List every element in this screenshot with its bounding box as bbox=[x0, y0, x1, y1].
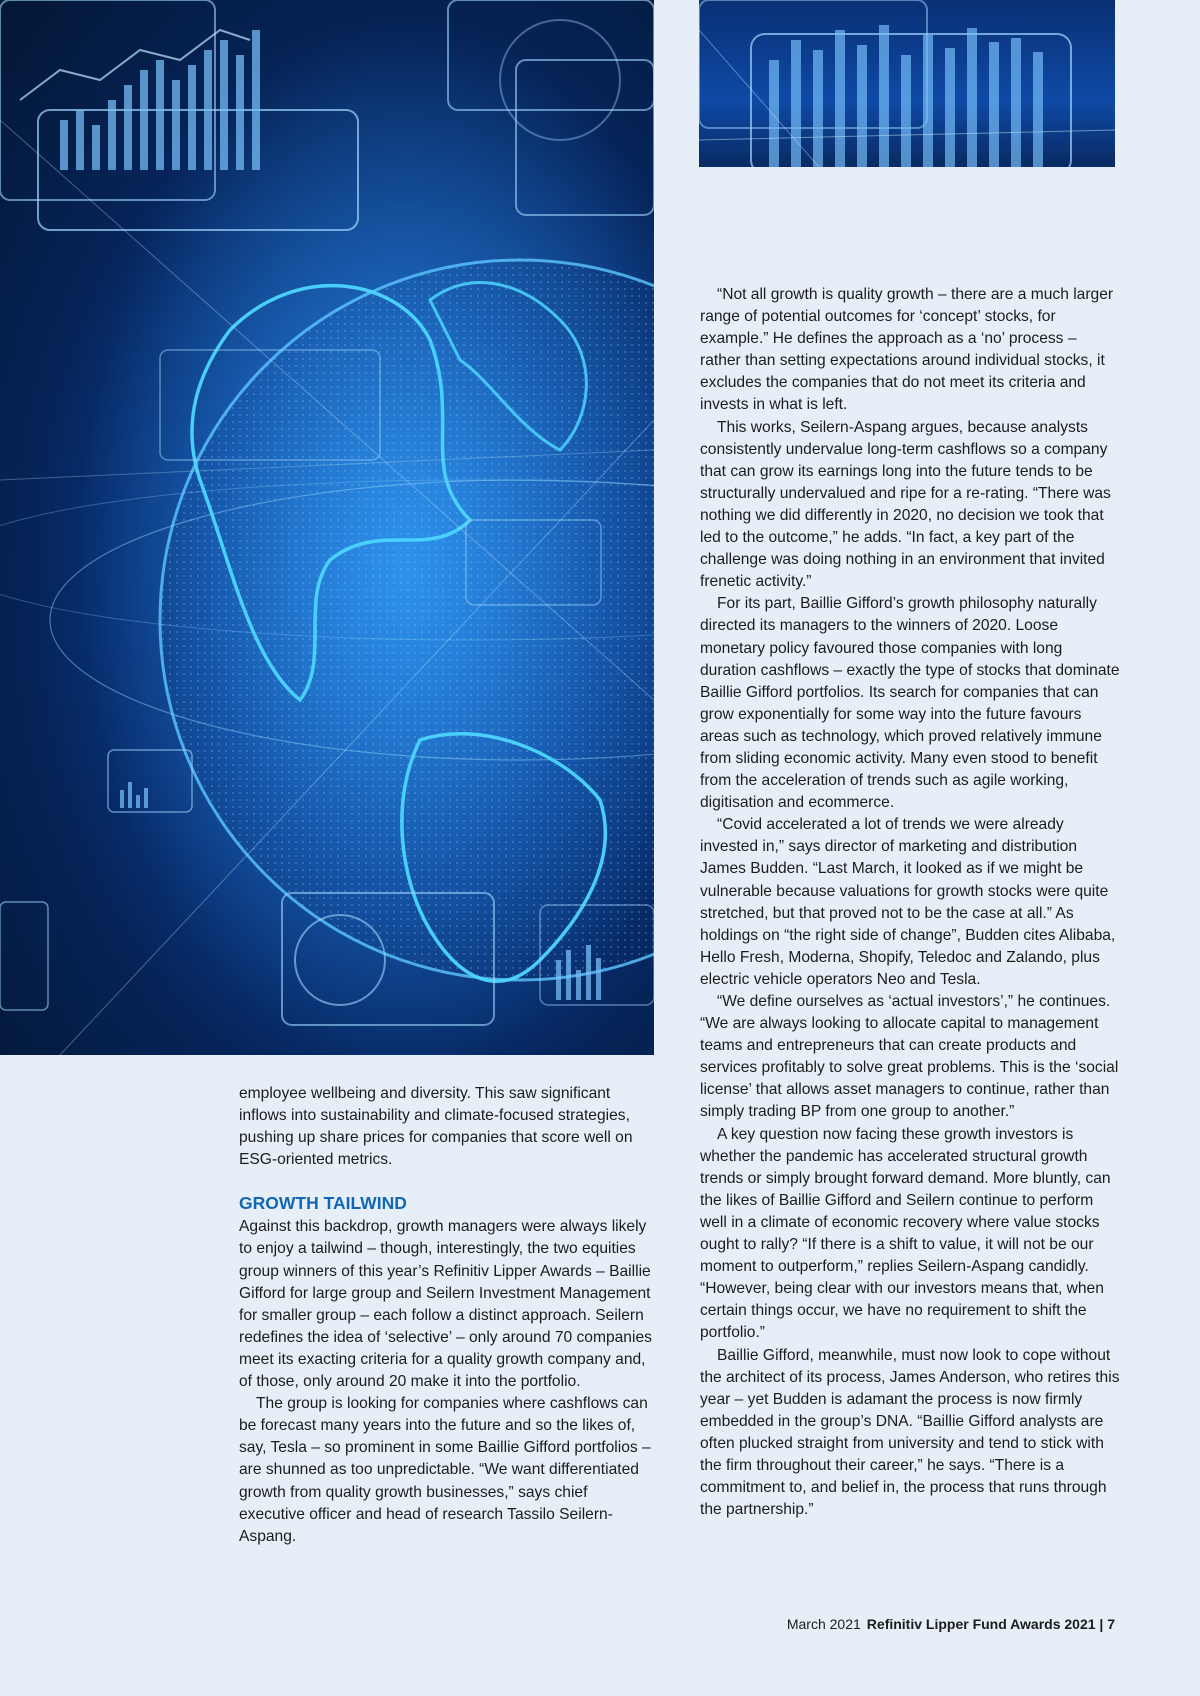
body-paragraph: For its part, Baillie Gifford’s growth philosophy naturally directed its managers to the winners of 2020. Loose monetary policy favoured those companies with long duration cashflows – exactly the type of stocks that dominate Baillie Gifford portfolios. Its search for companies that can grow exponentially for some way into the future favours areas such as technology, which proved relatively immune from sliding economic activity. Many even stood to benefit from the acceleration of trends such as agile working, digitisation and ecommerce. bbox=[700, 595, 1120, 812]
footer-publication: Refinitiv Lipper Fund Awards 2021 | 7 bbox=[866, 1616, 1115, 1632]
body-paragraph: Against this backdrop, growth managers were always likely to enjoy a tailwind – though, interestingly, the two equities group winners of this year’s Refinitiv Lipper Awards – Baillie Gifford for large group and Seilern Investment Management for smaller group – each follow a distinct approach. Seilern redefines the idea of ‘selective’ – only around 70 companies meet its exacting criteria for a quality growth company and, of those, only around 20 make it into the portfolio. bbox=[239, 1218, 652, 1391]
left-text-column bbox=[239, 1083, 657, 1548]
globe-network-image bbox=[0, 0, 654, 1055]
body-paragraph: “We define ourselves as ‘actual investors’,” he continues. “We are always looking to allocate capital to management teams and entrepreneurs that can create products and services profitably to solve great problems. This is the ‘social license’ that allows asset managers to continue, rather than simply trading BP from one group to another.” bbox=[700, 993, 1119, 1121]
chart-panel-image bbox=[699, 0, 1115, 167]
right-text-column bbox=[700, 284, 1120, 1521]
footer-date: March 2021 bbox=[786, 1616, 861, 1632]
bar-panel-illustration bbox=[699, 0, 1115, 167]
body-paragraph: Baillie Gifford, meanwhile, must now look to cope without the architect of its process, James Anderson, who retires this year – yet Budden is adamant the process is now firmly embedded in the group’s DNA. “Baillie Gifford analysts are often plucked straight from university and tend to stick with the firm throughout their career,” he says. “There is a commitment to, and belief in, the process that runs through the partnership.” bbox=[700, 1346, 1120, 1519]
page-footer bbox=[787, 1615, 1115, 1633]
body-paragraph: employee wellbeing and diversity. This saw significant inflows into sustainability and climate-focused strategies, pushing up share prices for companies that score well on ESG-oriented metrics. bbox=[239, 1085, 633, 1169]
body-paragraph: “Covid accelerated a lot of trends we were already invested in,” says director of marketing and distribution James Budden. “Last March, it looked as if we might be vulnerable because valuations for growth stocks were quite stretched, but that proved not to be the case at all.” As holdings on “the right side of change”, Budden cites Alibaba, Hello Fresh, Moderna, Shopify, Teledoc and Zalando, plus electric vehicle operators Neo and Tesla. bbox=[700, 816, 1116, 988]
globe-illustration bbox=[0, 0, 654, 1055]
body-paragraph: The group is looking for companies where cashflows can be forecast many years into the future and so the likes of, say, Tesla – so prominent in some Baillie Gifford portfolios – are shunned as too unpredictable. “We want differentiated growth from quality growth businesses,” says chief executive officer and head of research Tassilo Seilern-Aspang. bbox=[239, 1395, 651, 1545]
body-paragraph: A key question now facing these growth investors is whether the pandemic has accelerated structural growth trends or simply brought forward demand. More bluntly, can the likes of Baillie Gifford and Seilern continue to perform well in a climate of economic recovery where value stocks ought to rally? “If there is a shift to value, it will not be our moment to outperform,” replies Seilern-Aspang candidly. “However, being clear with our investors means that, when certain things occur, we have no requirement to shift the portfolio.” bbox=[700, 1125, 1111, 1342]
section-heading: GROWTH TAILWIND bbox=[239, 1193, 407, 1214]
body-paragraph: This works, Seilern-Aspang argues, because analysts consistently undervalue long-term cashflows so a company that can grow its earnings long into the future tends to be structurally undervalued and ripe for a re-rating. “There was nothing we did differently in 2020, no decision we took that led to the outcome,” he adds. “In fact, a key part of the challenge was doing nothing in an environment that invited frenetic activity.” bbox=[700, 418, 1111, 591]
body-paragraph: “Not all growth is quality growth – there are a much larger range of potential outcomes for ‘concept’ stocks, for example.” He defines the approach as a ‘no’ process – rather than setting expectations around individual stocks, it excludes the companies that do not meet its criteria and invests in what is left. bbox=[700, 286, 1114, 414]
